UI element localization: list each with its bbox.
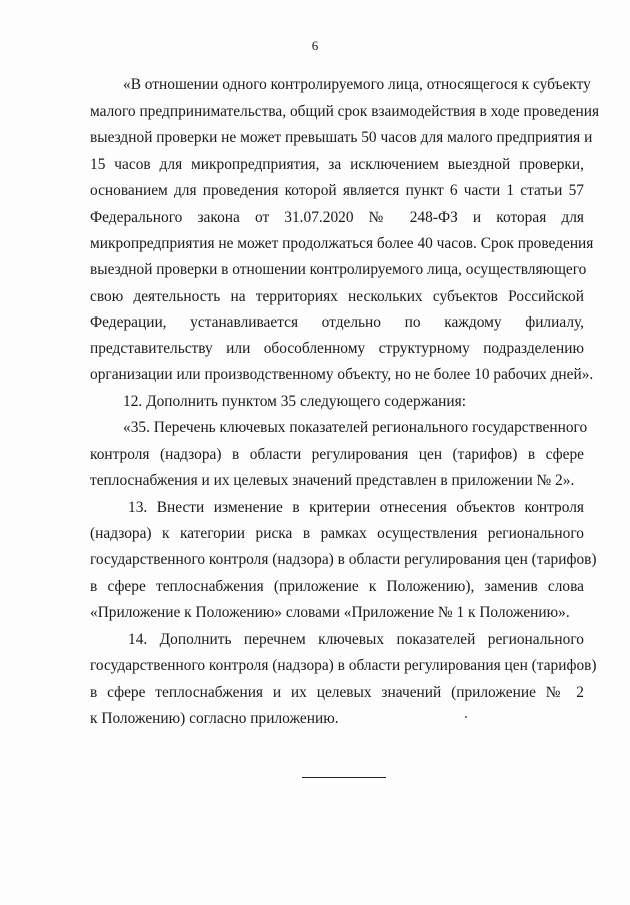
text-line: «Приложение к Положению» словами «Приложение № 1 к Положению». (90, 604, 570, 621)
text-line: организации или производственному объекту, но не более 10 рабочих дней». (90, 366, 594, 383)
text-line: 12. Дополнить пунктом 35 следующего содержания: (123, 393, 466, 410)
text-line: свою деятельность на территориях нескольких субъектов Российской (90, 288, 584, 305)
text-line: выездной проверки в отношении контролируемого лица, осуществляющего (90, 261, 587, 278)
text-line: представительству или обособленному структурному подразделению (90, 340, 584, 357)
page-number: 6 (311, 38, 319, 53)
text-line: «35. Перечень ключевых показателей регионального государственного (123, 419, 588, 436)
end-of-text-rule (302, 777, 386, 778)
text-line: основанием для проведения которой является пункт 6 части 1 статьи 57 (90, 182, 584, 199)
text-line: Федерального закона от 31.07.2020 № 248-ФЗ и которая для (90, 209, 584, 226)
text-line: 14. Дополнить перечнем ключевых показателей регионального (128, 631, 584, 648)
text-line: в сфере теплоснабжения (приложение к Положению), заменив слова (90, 578, 584, 595)
text-line: микропредприятия не может продолжаться более 40 часов. Срок проведения (90, 235, 594, 252)
text-line: малого предпринимательства, общий срок взаимодействия в ходе проведения (90, 103, 600, 120)
text-line: теплоснабжения и их целевых значений представлен в приложении № 2». (90, 472, 575, 489)
text-line: 13. Внести изменение в критерии отнесения объектов контроля (128, 499, 584, 516)
text-line: контроля (надзора) в области регулирования цен (тарифов) в сфере (90, 446, 584, 463)
text-line: к Положению) согласно приложению. (90, 710, 339, 727)
text-line: (надзора) к категории риска в рамках осуществления регионального (90, 525, 584, 542)
text-line: государственного контроля (надзора) в области регулирования цен (тарифов) (90, 657, 597, 674)
text-line: 15 часов для микропредприятия, за исключением выездной проверки, (90, 156, 584, 173)
text-line: государственного контроля (надзора) в области регулирования цен (тарифов) (90, 551, 597, 568)
text-line: выездной проверки не может превышать 50 часов для малого предприятия и (90, 129, 593, 146)
text-line: Федерации, устанавливается отдельно по каждому филиалу, (90, 314, 584, 331)
text-line: «В отношении одного контролируемого лица, относящегося к субъекту (123, 76, 591, 93)
scan-speck (465, 716, 467, 718)
text-line: в сфере теплоснабжения и их целевых значений (приложение № 2 (90, 684, 584, 701)
